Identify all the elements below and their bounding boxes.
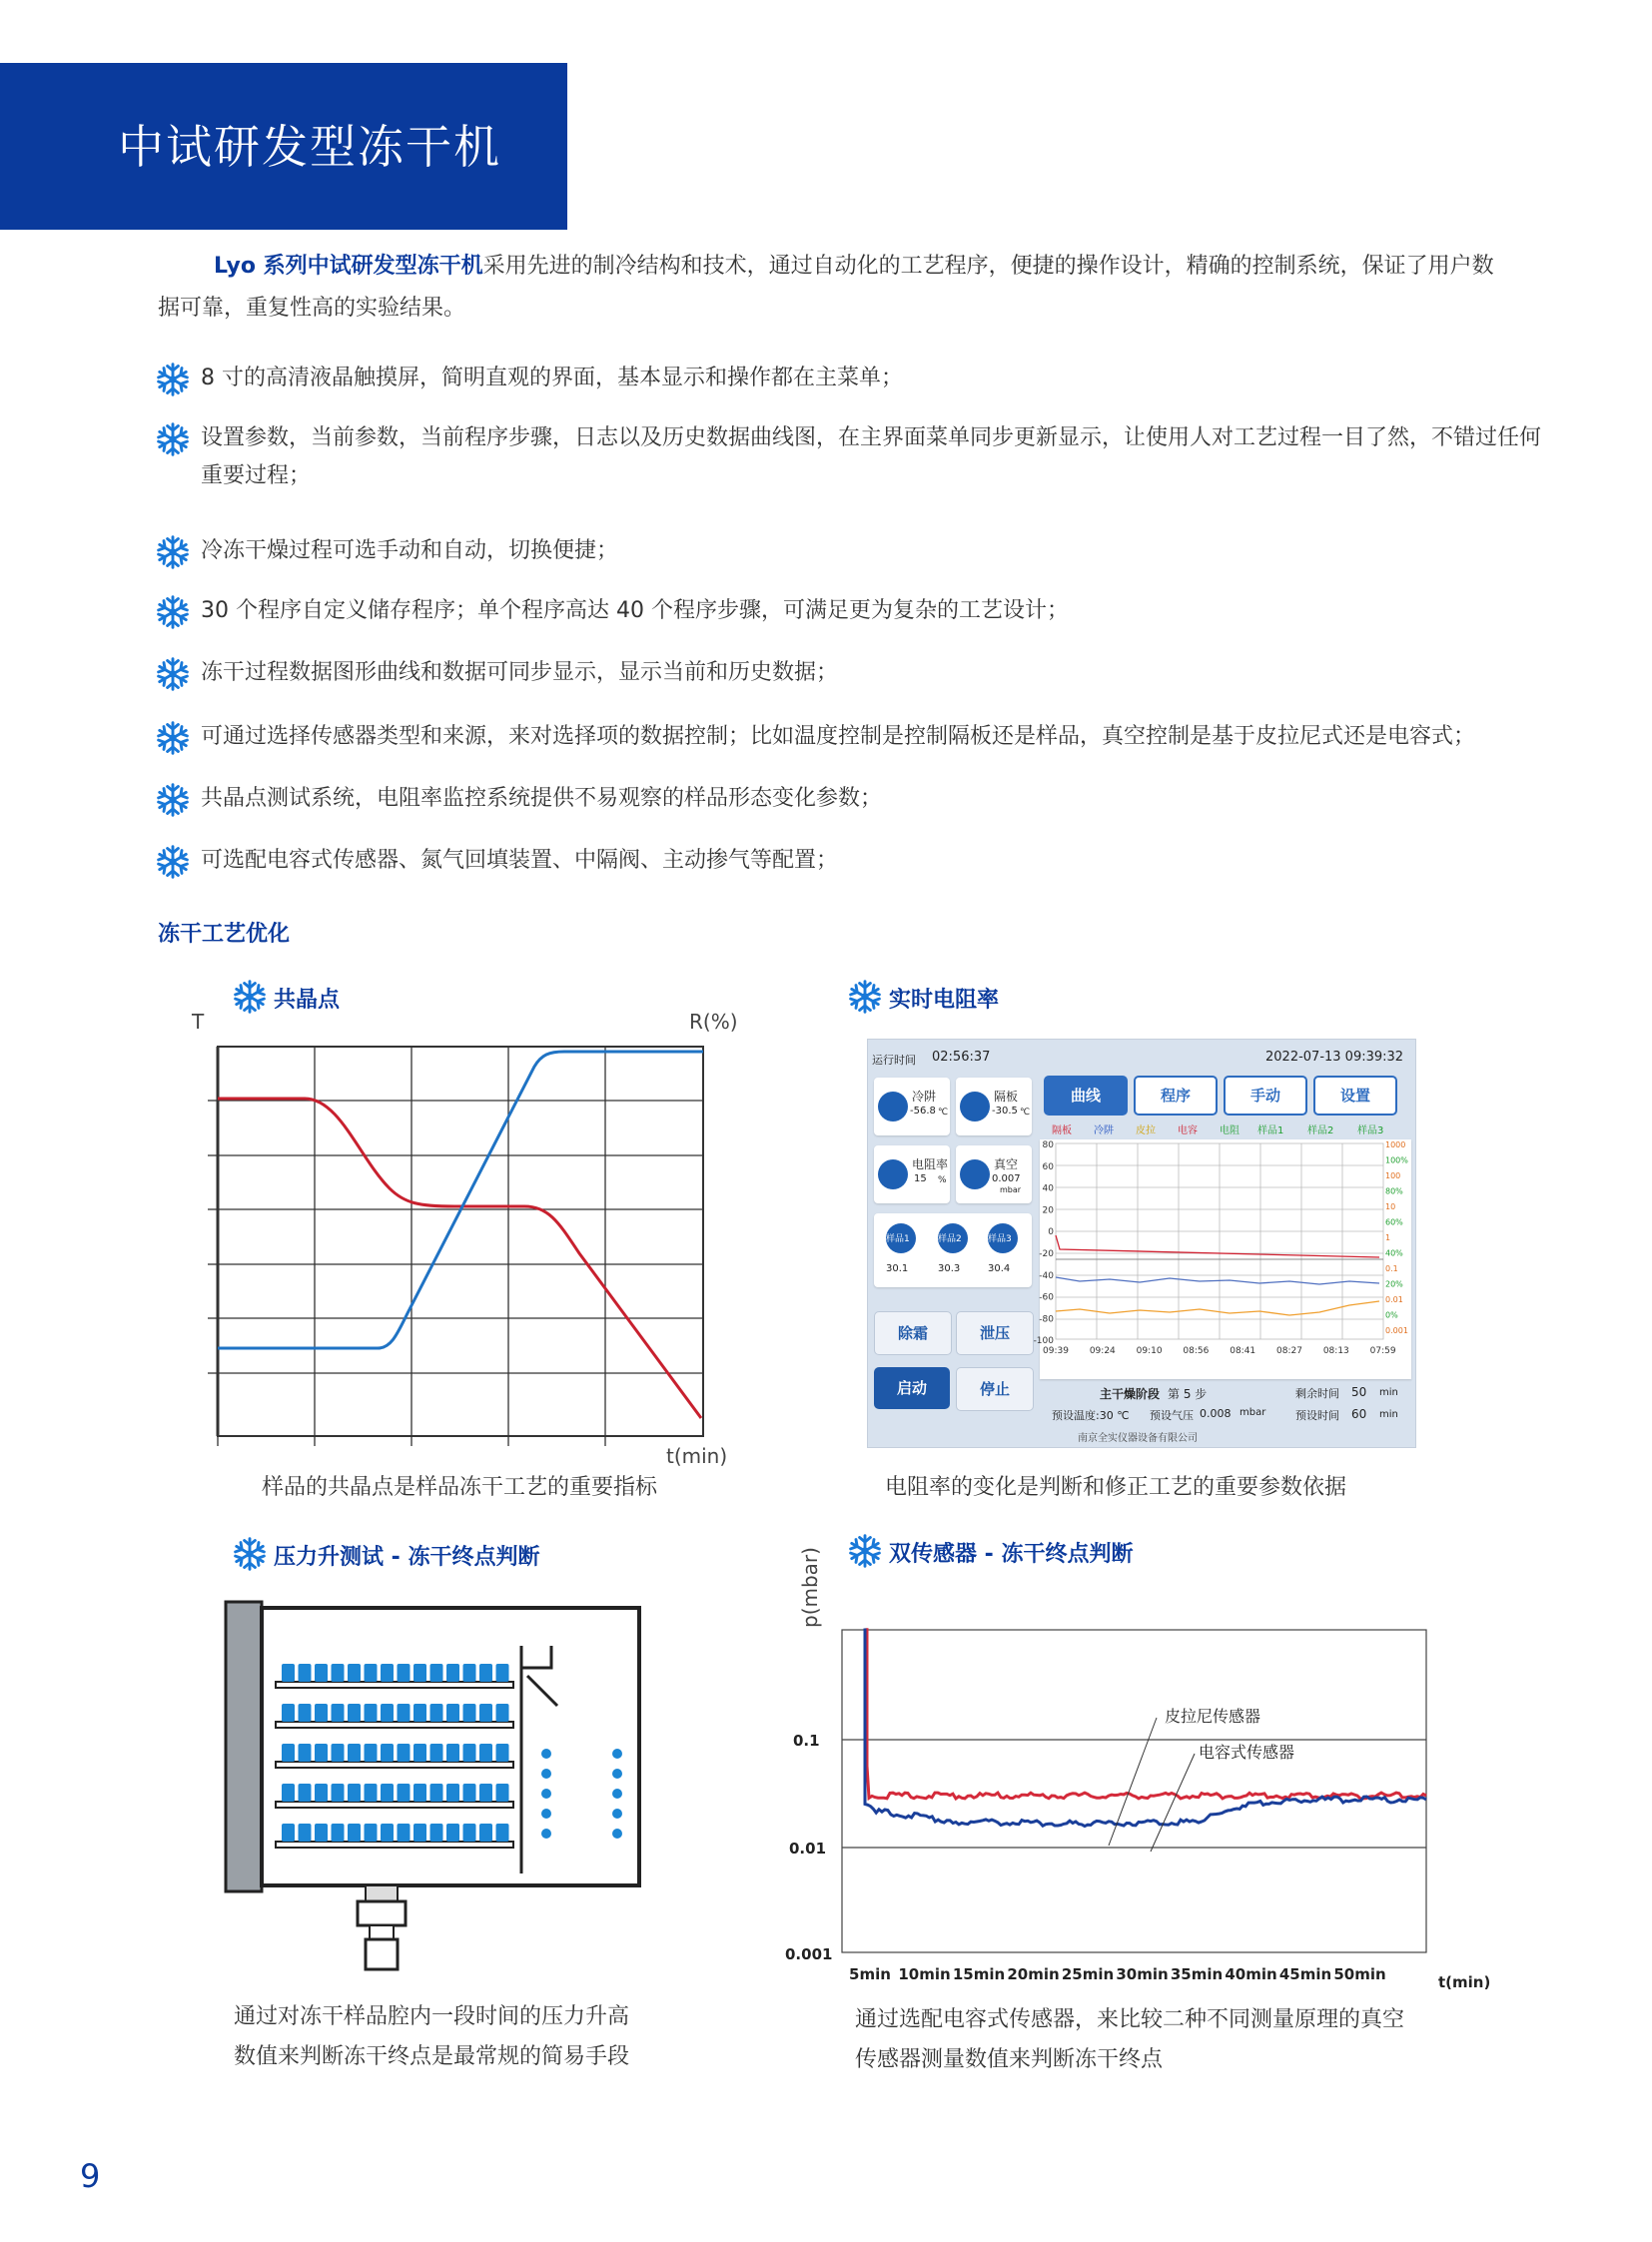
title-band bbox=[0, 63, 567, 230]
resistance-curve bbox=[218, 1052, 703, 1348]
vial bbox=[315, 1824, 328, 1842]
shelf bbox=[276, 1842, 513, 1848]
vial bbox=[413, 1824, 426, 1842]
shelf bbox=[276, 1722, 513, 1728]
trend-right-tick: 1000 bbox=[1385, 1140, 1406, 1149]
y-tick: 0.1 bbox=[793, 1732, 820, 1750]
trend-y-tick: -100 bbox=[1033, 1336, 1054, 1347]
card-resistance: 电阻率 15 % bbox=[874, 1145, 950, 1203]
vial bbox=[348, 1664, 361, 1682]
x-tick: 15min bbox=[952, 1965, 1006, 1983]
remain-label: 剩余时间 bbox=[1295, 1387, 1339, 1400]
snowflake-icon bbox=[155, 656, 191, 692]
snowflake-icon bbox=[847, 979, 883, 1015]
x-axis-label: t(min) bbox=[666, 1444, 728, 1468]
trend-y-tick: 40 bbox=[1042, 1183, 1054, 1194]
sensor-body bbox=[366, 1939, 398, 1969]
defrost-button[interactable]: 除霜 bbox=[874, 1311, 952, 1355]
fig1-title: 共晶点 bbox=[232, 983, 340, 1014]
vial bbox=[398, 1704, 411, 1722]
x-tick: 30min bbox=[1116, 1965, 1169, 1983]
chamber-diagram bbox=[222, 1598, 651, 1977]
vial bbox=[413, 1744, 426, 1762]
vial bbox=[282, 1664, 295, 1682]
vial bbox=[332, 1784, 345, 1802]
x-tick: 45min bbox=[1278, 1965, 1332, 1983]
preset-gas-label: 预设气压 bbox=[1150, 1409, 1194, 1422]
card-samples: 样品1 样品2 样品3 30.1 30.3 30.4 bbox=[874, 1213, 1032, 1287]
chart-grid bbox=[208, 1047, 703, 1446]
trend-right-tick: 100 bbox=[1385, 1171, 1401, 1180]
vial bbox=[463, 1664, 476, 1682]
vial bbox=[398, 1744, 411, 1762]
vial bbox=[430, 1744, 443, 1762]
run-time-label: 运行时间 bbox=[872, 1054, 916, 1067]
legend-cold-trap[interactable]: 冷阱 bbox=[1094, 1125, 1114, 1136]
trend-y-tick: -20 bbox=[1039, 1249, 1054, 1259]
vial bbox=[381, 1824, 394, 1842]
trend-y-tick: 20 bbox=[1042, 1205, 1054, 1216]
section-title: 冻干工艺优化 bbox=[158, 922, 291, 947]
vial bbox=[430, 1664, 443, 1682]
y-tick: 0.01 bbox=[789, 1840, 827, 1858]
legend-shelf[interactable]: 隔板 bbox=[1052, 1125, 1072, 1136]
vial bbox=[430, 1824, 443, 1842]
trend-y-tick: -60 bbox=[1039, 1292, 1054, 1303]
trend-right-ticks bbox=[1385, 1140, 1408, 1335]
trend-right-tick: 0.01 bbox=[1385, 1295, 1403, 1304]
vial bbox=[446, 1744, 459, 1762]
vial bbox=[299, 1664, 312, 1682]
pirani-annotation: 皮拉尼传感器 bbox=[1165, 1707, 1261, 1726]
list-item: 30 个程序自定义储存程序；单个程序高达 40 个程序步骤，可满足更为复杂的工艺设计； bbox=[155, 592, 1559, 630]
trend-y-tick: 0 bbox=[1048, 1227, 1054, 1238]
legend-sample3[interactable]: 样品3 bbox=[1357, 1125, 1384, 1136]
vial bbox=[332, 1744, 345, 1762]
legend-pirani[interactable]: 皮拉 bbox=[1136, 1125, 1156, 1136]
vial bbox=[282, 1784, 295, 1802]
fig2-caption: 电阻率的变化是判断和修正工艺的重要参数依据 bbox=[885, 1475, 1347, 1500]
stop-button[interactable]: 停止 bbox=[956, 1367, 1034, 1411]
vial bbox=[315, 1664, 328, 1682]
vial bbox=[446, 1664, 459, 1682]
vial bbox=[348, 1824, 361, 1842]
vial bbox=[381, 1664, 394, 1682]
vial bbox=[479, 1784, 492, 1802]
trend-right-tick: 60% bbox=[1385, 1217, 1403, 1227]
x-tick: 20min bbox=[1007, 1965, 1060, 1983]
vial bbox=[430, 1784, 443, 1802]
vial bbox=[413, 1784, 426, 1802]
vial bbox=[282, 1744, 295, 1762]
vial bbox=[479, 1664, 492, 1682]
snowflake-icon bbox=[155, 534, 191, 570]
vial bbox=[398, 1664, 411, 1682]
list-item: 设置参数，当前参数，当前程序步骤，日志以及历史数据曲线图，在主界面菜单同步更新显示，让使用人对工艺过程一目了然，不错过任何重要过程； bbox=[155, 419, 1559, 495]
tab-settings[interactable]: 设置 bbox=[1313, 1076, 1397, 1116]
trend-x-tick: 08:27 bbox=[1276, 1346, 1302, 1356]
run-time-value: 02:56:37 bbox=[932, 1050, 991, 1065]
vial bbox=[446, 1784, 459, 1802]
trend-right-tick: 1 bbox=[1385, 1233, 1391, 1242]
preset-gas-unit: mbar bbox=[1239, 1407, 1266, 1418]
x-tick: 10min bbox=[898, 1965, 951, 1983]
tab-curve[interactable]: 曲线 bbox=[1044, 1076, 1128, 1116]
capacitive-annotation: 电容式传感器 bbox=[1199, 1743, 1295, 1762]
trend-x-tick: 09:24 bbox=[1089, 1346, 1116, 1356]
fig1-caption: 样品的共晶点是样品冻干工艺的重要指标 bbox=[262, 1475, 658, 1500]
legend-sample2[interactable]: 样品2 bbox=[1307, 1125, 1334, 1136]
chamber-door bbox=[226, 1602, 262, 1891]
trend-y-ticks bbox=[1034, 1140, 1055, 1346]
list-item: 8 寸的高清液晶触摸屏，简明直观的界面，基本显示和操作都在主菜单； bbox=[155, 360, 1559, 397]
vial bbox=[299, 1744, 312, 1762]
trend-right-tick: 40% bbox=[1385, 1248, 1403, 1258]
y-tick: 0.001 bbox=[785, 1945, 833, 1963]
vial bbox=[365, 1664, 378, 1682]
remain-value: 50 bbox=[1351, 1385, 1367, 1399]
x-axis-label: t(min) bbox=[1438, 1973, 1491, 1991]
sample-trace bbox=[1056, 1301, 1379, 1315]
snowflake-icon bbox=[878, 1092, 908, 1121]
snowflake-icon bbox=[155, 844, 191, 880]
controller-screenshot bbox=[867, 1039, 1416, 1448]
trend-right-tick: 0.001 bbox=[1385, 1326, 1408, 1335]
preset-gas-value: 0.008 bbox=[1200, 1407, 1232, 1420]
trend-x-tick: 09:39 bbox=[1043, 1346, 1069, 1356]
trend-chart-panel bbox=[1033, 1139, 1411, 1379]
vial bbox=[496, 1704, 509, 1722]
vial bbox=[315, 1744, 328, 1762]
trend-y-tick: -80 bbox=[1039, 1314, 1054, 1325]
card-cold-trap: 冷阱 -56.8 ℃ bbox=[874, 1078, 950, 1135]
shelf bbox=[276, 1682, 513, 1688]
vial bbox=[430, 1704, 443, 1722]
list-item: 冷冻干燥过程可选手动和自动，切换便捷； bbox=[155, 532, 1559, 570]
intro-text: 采用先进的制冷结构和技术，通过自动化的工艺程序，便捷的操作设计，精确的控制系统，保证了用户数据可靠，重复性高的实验结果。 bbox=[158, 254, 1494, 321]
legend-resistance[interactable]: 电阻 bbox=[1220, 1125, 1239, 1136]
vial bbox=[365, 1744, 378, 1762]
x-tick: 5min bbox=[849, 1965, 891, 1983]
vial bbox=[315, 1704, 328, 1722]
intro-highlight: Lyo 系列中试研发型冻干机 bbox=[214, 254, 483, 279]
fig4-title: 双传感器 - 冻干终点判断 bbox=[847, 1537, 1133, 1568]
trend-x-tick: 09:10 bbox=[1136, 1346, 1163, 1356]
vial bbox=[282, 1824, 295, 1842]
trend-y-tick: -40 bbox=[1039, 1270, 1054, 1281]
datetime: 2022-07-13 09:39:32 bbox=[1265, 1050, 1404, 1065]
snowflake-icon bbox=[155, 720, 191, 756]
list-item: 冻干过程数据图形曲线和数据可同步显示，显示当前和历史数据； bbox=[155, 654, 1559, 692]
tab-program[interactable]: 程序 bbox=[1134, 1076, 1218, 1116]
vial bbox=[365, 1704, 378, 1722]
vial bbox=[381, 1704, 394, 1722]
preset-time-value: 60 bbox=[1351, 1407, 1367, 1421]
vial bbox=[299, 1784, 312, 1802]
vial bbox=[348, 1704, 361, 1722]
fig2-title: 实时电阻率 bbox=[847, 983, 999, 1014]
preset-time-unit: min bbox=[1379, 1409, 1398, 1420]
pirani-series bbox=[867, 1628, 1426, 1799]
trend-right-tick: 100% bbox=[1385, 1155, 1408, 1165]
list-item: 可选配电容式传感器、氮气回填装置、中隔阀、主动掺气等配置； bbox=[155, 842, 1559, 880]
fig3-title: 压力升测试 - 冻干终点判断 bbox=[232, 1540, 539, 1571]
vial bbox=[496, 1784, 509, 1802]
shelf bbox=[276, 1762, 513, 1768]
trend-right-tick: 20% bbox=[1385, 1279, 1403, 1289]
trend-right-tick: 0.1 bbox=[1385, 1264, 1398, 1273]
temperature-curve bbox=[218, 1099, 701, 1418]
vial bbox=[463, 1824, 476, 1842]
vial bbox=[381, 1784, 394, 1802]
y-axis-label: p(mbar) bbox=[798, 1547, 822, 1628]
y-left-label: T bbox=[192, 1010, 205, 1034]
trend-y-tick: 60 bbox=[1042, 1161, 1054, 1172]
vial bbox=[479, 1744, 492, 1762]
vial bbox=[398, 1784, 411, 1802]
list-item: 可通过选择传感器类型和来源，来对选择项的数据控制；比如温度控制是控制隔板还是样品，真空控制是基于皮拉尼式还是电容式； bbox=[155, 718, 1559, 756]
shelf bbox=[276, 1802, 513, 1808]
list-item: 共晶点测试系统，电阻率监控系统提供不易观察的样品形态变化参数； bbox=[155, 780, 1559, 818]
shelf-icon bbox=[960, 1092, 990, 1121]
omega-icon bbox=[878, 1159, 908, 1189]
legend-sample1[interactable]: 样品1 bbox=[1257, 1125, 1284, 1136]
trend-x-tick: 08:13 bbox=[1322, 1346, 1349, 1356]
vial bbox=[315, 1784, 328, 1802]
eutectic-chart bbox=[180, 1009, 739, 1468]
vial bbox=[299, 1824, 312, 1842]
vial bbox=[413, 1664, 426, 1682]
snowflake-icon bbox=[232, 1536, 268, 1572]
trend-x-tick: 07:59 bbox=[1369, 1346, 1396, 1356]
trend-right-tick: 0% bbox=[1385, 1310, 1398, 1320]
vial bbox=[463, 1784, 476, 1802]
vial bbox=[479, 1824, 492, 1842]
vial bbox=[282, 1704, 295, 1722]
vial bbox=[332, 1704, 345, 1722]
cold-trap-trace bbox=[1056, 1277, 1379, 1284]
trend-right-tick: 80% bbox=[1385, 1186, 1403, 1196]
vial bbox=[398, 1824, 411, 1842]
snowflake-icon bbox=[155, 782, 191, 818]
vial bbox=[365, 1824, 378, 1842]
vacuum-icon bbox=[960, 1159, 990, 1189]
vial bbox=[332, 1824, 345, 1842]
trend-x-ticks bbox=[1043, 1346, 1396, 1356]
x-tick: 35min bbox=[1170, 1965, 1224, 1983]
vial bbox=[496, 1824, 509, 1842]
stage-label: 主干燥阶段 bbox=[1100, 1387, 1161, 1401]
card-shelf: 隔板 -30.5 ℃ bbox=[956, 1078, 1032, 1135]
vial bbox=[479, 1704, 492, 1722]
tab-manual[interactable]: 手动 bbox=[1224, 1076, 1307, 1116]
page-title: 中试研发型冻干机 bbox=[118, 120, 501, 174]
capacitive-pointer bbox=[1151, 1754, 1195, 1852]
vial bbox=[365, 1784, 378, 1802]
page-number: 9 bbox=[80, 2157, 101, 2195]
vial bbox=[381, 1744, 394, 1762]
trend-x-tick: 08:56 bbox=[1183, 1346, 1210, 1356]
y-right-label: R(%) bbox=[689, 1010, 738, 1034]
vent-button[interactable]: 泄压 bbox=[956, 1311, 1034, 1355]
preset-temp: 预设温度:30 ℃ bbox=[1052, 1409, 1130, 1422]
snowflake-icon bbox=[155, 421, 191, 457]
snowflake-icon bbox=[155, 594, 191, 630]
vial bbox=[348, 1784, 361, 1802]
trend-y-tick: 80 bbox=[1042, 1140, 1054, 1150]
x-ticks bbox=[849, 1965, 1386, 1983]
remain-unit: min bbox=[1379, 1387, 1398, 1398]
trend-chart bbox=[1033, 1139, 1411, 1379]
trend-right-tick: 10 bbox=[1385, 1202, 1396, 1211]
shelf-trace bbox=[1056, 1235, 1379, 1257]
trend-x-tick: 08:41 bbox=[1230, 1346, 1256, 1356]
vial bbox=[348, 1744, 361, 1762]
card-vacuum: 真空 0.007 mbar bbox=[956, 1145, 1032, 1203]
vial bbox=[496, 1664, 509, 1682]
vial bbox=[463, 1704, 476, 1722]
company-name: 南京全实仪器设备有限公司 bbox=[1078, 1433, 1198, 1444]
preset-time-label: 预设时间 bbox=[1295, 1409, 1339, 1422]
intro-paragraph bbox=[158, 246, 1496, 330]
x-tick: 40min bbox=[1225, 1965, 1277, 1983]
x-tick: 50min bbox=[1333, 1965, 1386, 1983]
fig4-caption: 通过选配电容式传感器，来比较二种不同测量原理的真空 传感器测量数值来判断冻干终点 bbox=[855, 2007, 1405, 2072]
vial bbox=[332, 1664, 345, 1682]
x-tick: 25min bbox=[1061, 1965, 1115, 1983]
start-button[interactable]: 启动 bbox=[874, 1367, 950, 1409]
chart-frame bbox=[842, 1630, 1426, 1952]
vial bbox=[446, 1824, 459, 1842]
stage-step: 第 5 步 bbox=[1168, 1387, 1208, 1401]
vial bbox=[496, 1744, 509, 1762]
vial bbox=[446, 1704, 459, 1722]
sensor-head bbox=[358, 1901, 406, 1925]
vial bbox=[463, 1744, 476, 1762]
legend-capacitive[interactable]: 电容 bbox=[1178, 1125, 1198, 1136]
snowflake-icon bbox=[155, 362, 191, 397]
vial bbox=[299, 1704, 312, 1722]
vial bbox=[413, 1704, 426, 1722]
snowflake-icon bbox=[847, 1533, 883, 1569]
fig3-caption: 通过对冻干样品腔内一段时间的压力升高 数值来判断冻干终点是最常规的简易手段 bbox=[234, 2004, 630, 2069]
